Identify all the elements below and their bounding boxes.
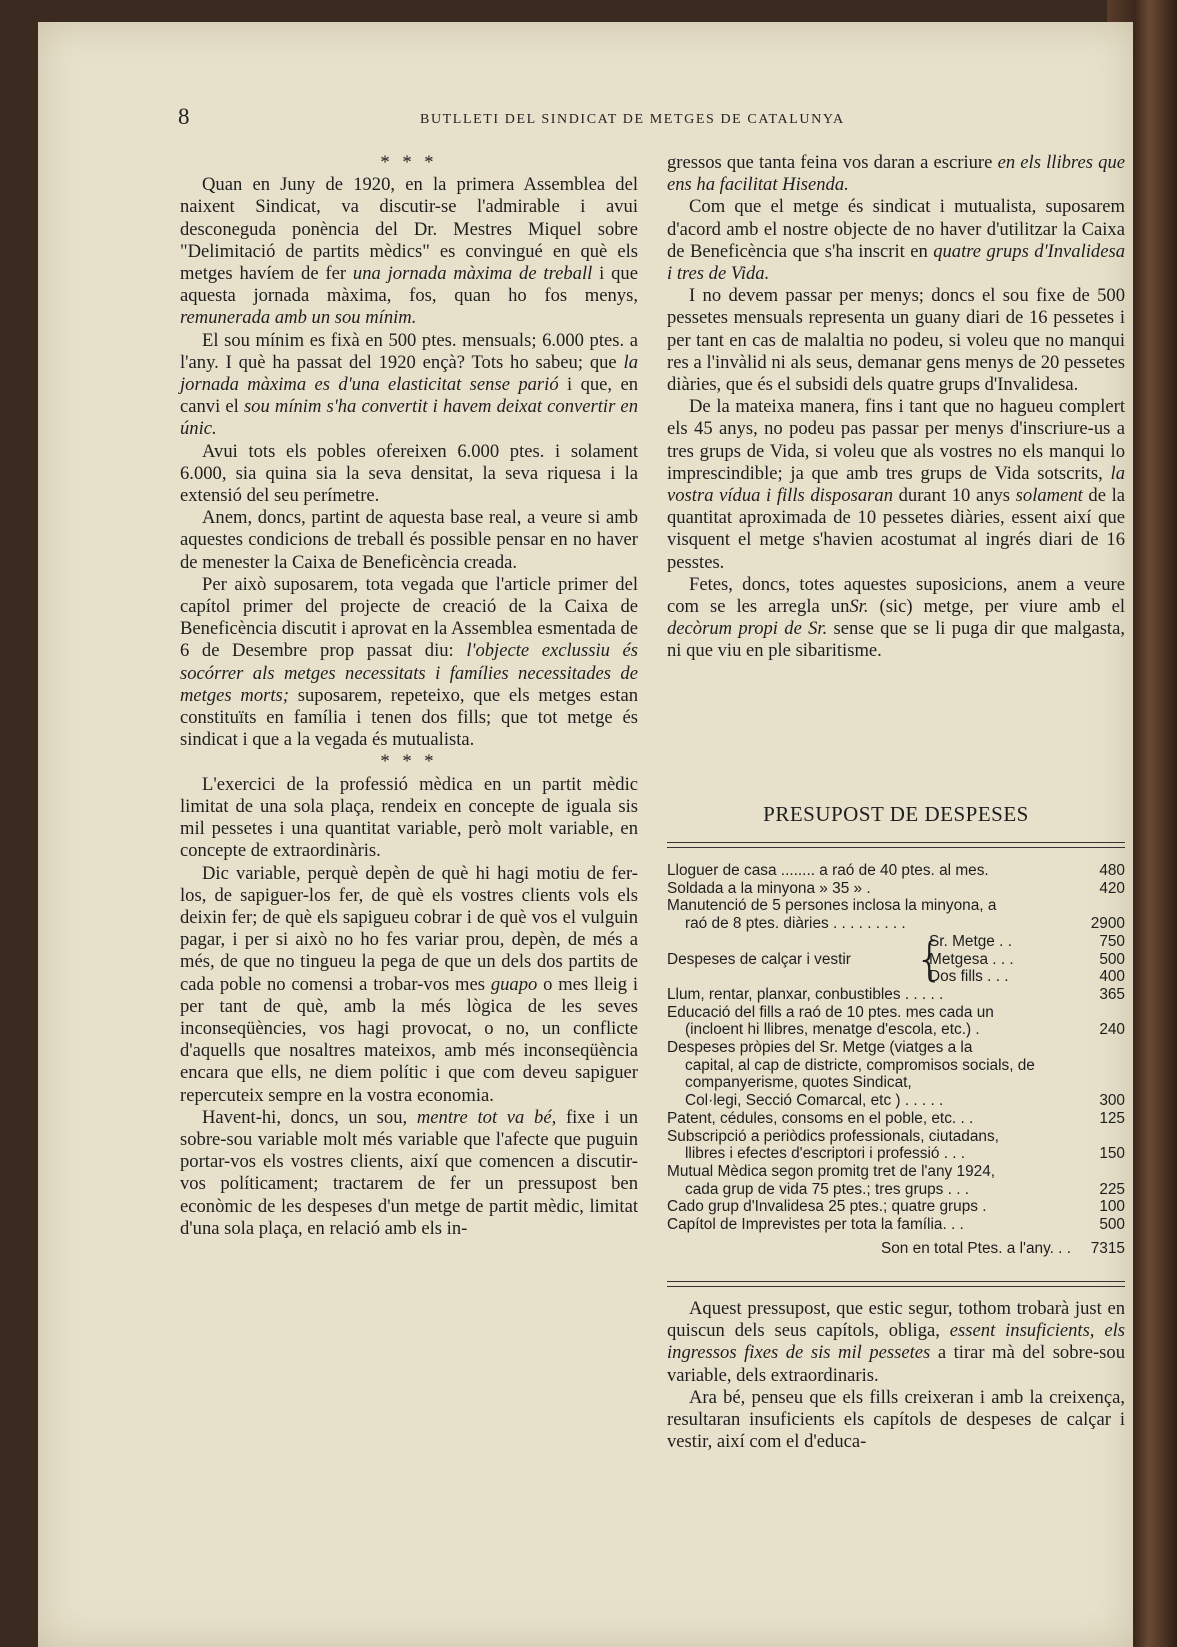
budget-row: capital, al cap de districte, compromisos socials, de companyerisme, quotes Sindicat, bbox=[685, 1056, 1035, 1092]
budget-row: Metgesa . . . 500 bbox=[929, 950, 1125, 968]
clothing-items bbox=[929, 933, 1125, 986]
left-column bbox=[180, 152, 638, 1240]
double-rule bbox=[667, 847, 1125, 848]
paragraph: Fetes, doncs, totes aquestes suposicions, anem a veure com se les arregla unSr. (sic) metge, per viure amb el decòrum propi de Sr. sense que se li puga dir que malgasta, ni que viu en ple sibaritisme. bbox=[667, 573, 1126, 662]
paragraph: Avui tots els pobles ofereixen 6.000 ptes. i solament 6.000, sia quina sia la seva densitat, la seva riquesa i la extensió del seu perímetre. bbox=[180, 440, 638, 507]
budget-row: Cado grup d'Invalidesa 25 ptes.; quatre grups . 100 bbox=[667, 1198, 1125, 1216]
paragraph: Quan en Juny de 1920, en la primera Assemblea del naixent Sindicat, va discutir-se l'admirable i avui desconeguda ponència del Dr. Mestres Miquel sobre "Delimitació de partits mèdics" es convingué en què els metges havíem de fer una jornada màxima de treball i que aquesta jornada màxima, fos, quan ho fos menys, remunerada amb un sou mínim. bbox=[180, 174, 638, 329]
budget-row: Patent, cédules, consoms en el poble, etc. . . 125 bbox=[667, 1109, 1125, 1127]
paragraph: Havent-hi, doncs, un sou, mentre tot va bé, fixe i un sobre-sou variable molt més variable que l'afecte que puguin portar-vos els vostres clients, així que comencen a discutir-vos políticament; tractarem de fer un pressupost ben econòmic de les despeses d'un metge de partit mèdic, limitat d'una sola plaça, en relació amb els in- bbox=[180, 1106, 638, 1239]
paragraph: Aquest pressupost, que estic segur, tothom trobarà just en quiscun dels seus capítols, obliga, essent insuficients, els ingressos fixes de sis mil pessetes a tirar mà del sobre-sou variable, dels extraordinaris. bbox=[667, 1298, 1125, 1386]
section-break: * * * bbox=[380, 152, 438, 173]
after-budget-text bbox=[667, 1298, 1125, 1453]
budget-table bbox=[667, 862, 1125, 1257]
brace-glyph: { bbox=[915, 932, 945, 987]
paragraph: L'exercici de la professió mèdica en un partit mèdic limitat de una sola plaça, rendeix en concepte de iguala sis mil pessetes i una quantitat variable, però molt variable, en concepte de extraordinàris. bbox=[180, 773, 638, 862]
paragraph: I no devem passar per menys; doncs el sou fixe de 500 pessetes mensuals representa un guany diari de 16 pessetes i per tant en cas de malaltia no podeu, si voleu que no manqui res a l'invàlid ni als seus, demanar gens menys de 20 pessetes diàries, que és el subsidi dels quatre grups d'Invalidesa. bbox=[667, 285, 1125, 396]
budget-row: Capítol de Imprevistes per tota la família. . . 500 bbox=[667, 1216, 1125, 1234]
budget-title: PRESUPOST DE DESPESES bbox=[763, 802, 1029, 826]
running-head: BUTLLETI DEL SINDICAT DE METGES DE CATALUNYA bbox=[420, 112, 845, 127]
budget-row: Educació del fills a raó de 10 ptes. mes cada un bbox=[667, 1003, 994, 1021]
double-rule bbox=[667, 1281, 1125, 1282]
clothing-group bbox=[667, 933, 1125, 986]
budget-row: Lloguer de casa ........ a raó de 40 ptes. al mes. 480 bbox=[667, 862, 1125, 879]
budget-row: Llum, rentar, planxar, conbustibles . . . . . 365 bbox=[667, 985, 1125, 1003]
double-rule bbox=[667, 1286, 1125, 1287]
budget-total: Son en total Ptes. a l'any. . . 7315 bbox=[880, 1239, 1125, 1257]
paragraph: Per això suposarem, tota vegada que l'article primer del capítol primer del projecte de creació de la Caixa de Beneficència discutit i aprovat en la Assemblea esmentada de 6 de Desembre prop passat diu: l'objecte exclussiu és socórrer als metges necessitats i famílies necessitades de metges morts; suposarem, repeteixo, que els metges estan constituïts en família i tenen dos fills; que tot metge és sindicat i que a la vegada és mutualista. bbox=[180, 573, 638, 751]
paragraph: De la mateixa manera, fins i tant que no hagueu complert els 45 anys, no podeu pas passar per menys d'inscriure-us a tres grups de Vida, si voleu que als vostres no els manqui lo imprescindible; ja que amb tres grups de Vida sotscrits, la vostra vídua i fills disposaran durant 10 anys solament de la quantitat aproximada de 10 pessetes diàries, essent així que visquent el metge s'havien acostumat al ingrés diari de 16 pesstes. bbox=[667, 396, 1126, 573]
budget-row: Subscripció a periòdics professionals, ciutadans, bbox=[667, 1127, 999, 1145]
paragraph: Com que el metge és sindicat i mutualista, suposarem d'acord amb el nostre objecte de no haver d'utilitzar la Caixa de Beneficència que s'ha inscrit en quatre grups d'Invalidesa i tres de Vida. bbox=[667, 196, 1125, 285]
budget-row: Mutual Mèdica segon promitg tret de l'any 1924, bbox=[667, 1162, 996, 1180]
paragraph: Anem, doncs, partint de aquesta base real, a veure si amb aquestes condicions de treball és possible pensar en no haver de menester la Caixa de Beneficència creada. bbox=[180, 507, 638, 573]
page-number: 8 bbox=[178, 104, 190, 129]
budget-row: llibres i efectes d'escriptori i professió . . . 150 bbox=[685, 1145, 1125, 1163]
budget-row: raó de 8 ptes. diàries . . . . . . . . . 2900 bbox=[685, 915, 1125, 933]
paragraph: Dic variable, perquè depèn de què hi hagi motiu de fer-los, de sapiguer-los fer, de què els vostres clients vols els deixin fer; de què els sapigueu cobrar i de què vos el vulguin pagar, i per si això no ho fes variar prou, depèn, de més a més, de que no tingueu la pega de que un dels dos partits de cada poble no comensi a trobar-vos mes guapo o mes lleig i per tant de què, amb la més lògica de les seves inconseqüències, vos hagi provocat, o no, un conflicte d'aquells que nosaltres mateixos, amb més inconseqüència encara que ells, ne diem polític i que com deveu sapiguer repercuteix sempre en la vostra economia. bbox=[180, 862, 638, 1106]
budget-row: Manutenció de 5 persones inclosa la minyona, a bbox=[667, 897, 997, 915]
double-rule bbox=[667, 842, 1125, 843]
paragraph: gressos que tanta feina vos daran a escriure en els llibres que ens ha facilitat Hisenda. bbox=[667, 152, 1125, 196]
paragraph: Ara bé, penseu que els fills creixeran i amb la creixença, resultaran insuficients els capítols de despeses de calçar i vestir, així com el d'educa- bbox=[667, 1386, 1125, 1453]
budget-row: Soldada a la minyona » 35 » . 420 bbox=[667, 879, 1125, 897]
right-column bbox=[667, 152, 1125, 663]
budget-row: Col·legi, Secció Comarcal, etc ) . . . . . 300 bbox=[685, 1092, 1125, 1110]
paragraph: El sou mínim es fixà en 500 ptes. mensuals; 6.000 ptes. a l'any. I què ha passat del 1920 ençà? Tots ho sabeu; que la jornada màxima es d'una elasticitat sense parió i que, en canvi el sou mínim s'ha convertit i havem deixat convertir en únic. bbox=[180, 329, 638, 440]
budget-row: Sr. Metge . . 750 bbox=[929, 932, 1125, 950]
section-break: * * * bbox=[380, 751, 438, 773]
budget-row: Dos fills . . . 400 bbox=[929, 968, 1125, 986]
budget-row: cada grup de vida 75 ptes.; tres grups . . . 225 bbox=[685, 1180, 1125, 1198]
clothing-label: Despeses de calçar i vestir bbox=[667, 950, 851, 968]
budget-row: Despeses pròpies del Sr. Metge (viatges a la bbox=[667, 1039, 973, 1057]
budget-row: (incloent hi llibres, menatge d'escola, etc.) . 240 bbox=[685, 1021, 1125, 1039]
